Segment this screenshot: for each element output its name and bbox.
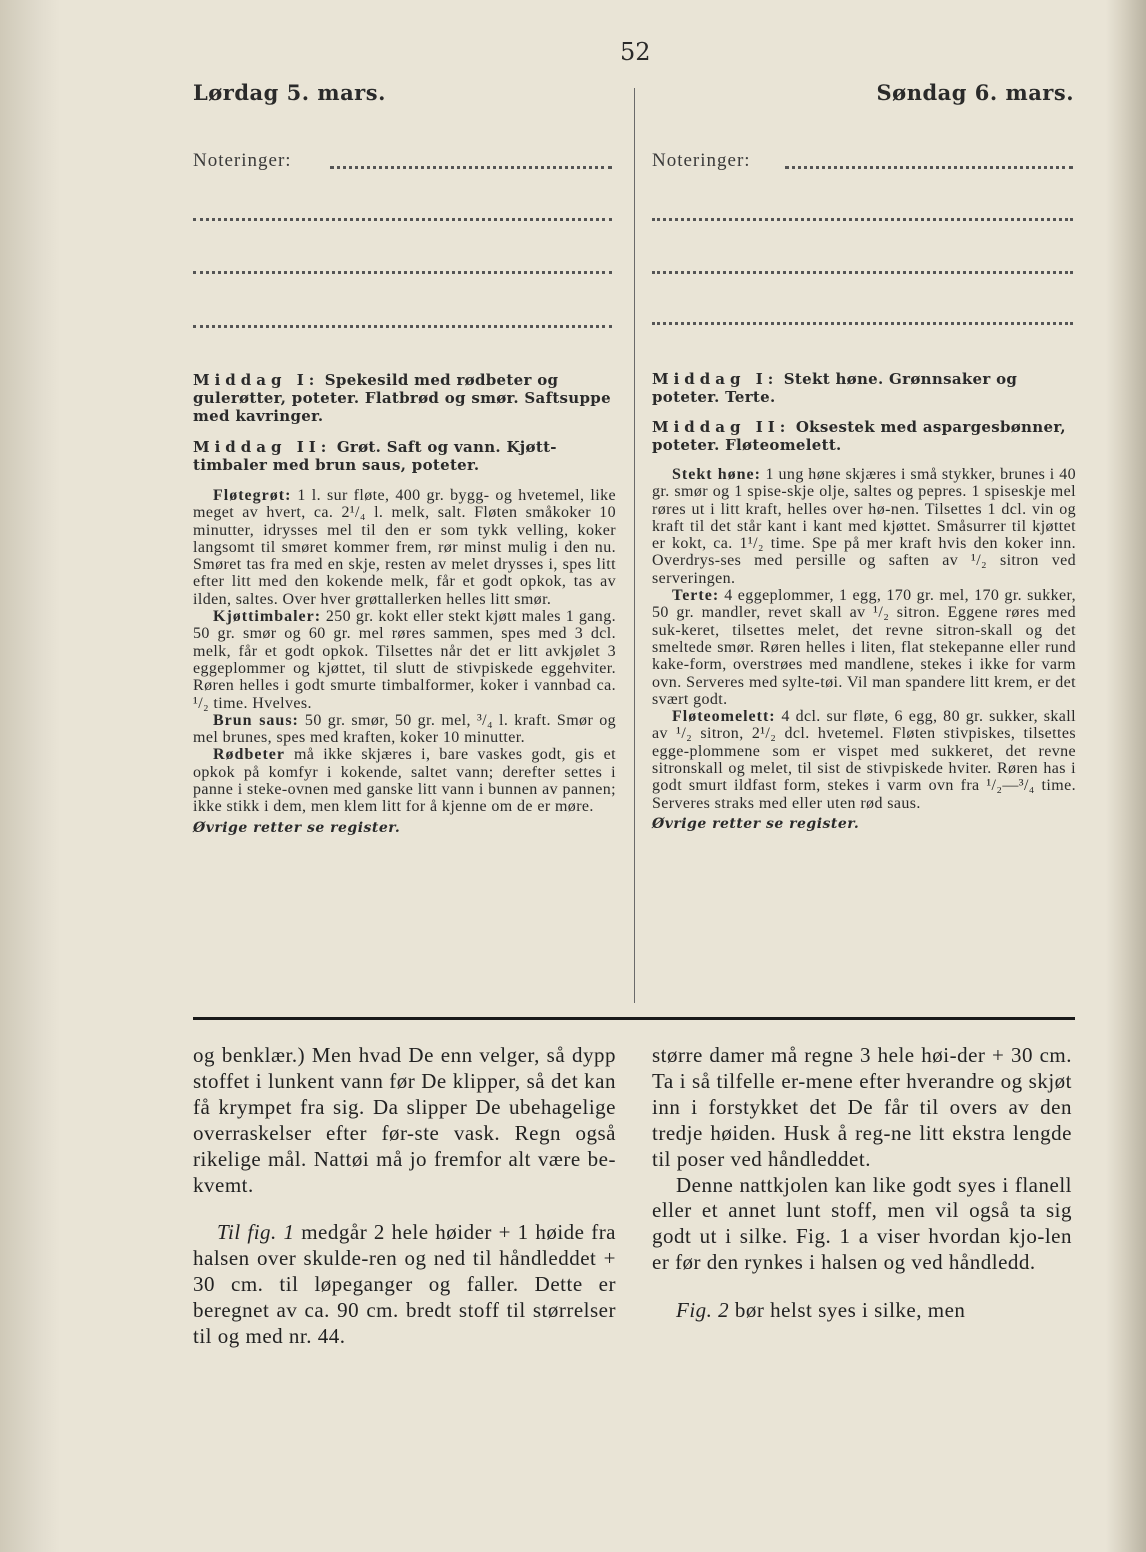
notes-dotline <box>193 271 612 274</box>
section-separator-rule <box>193 1017 1075 1020</box>
article-paragraph: større damer må regne 3 hele høi-der + 30 cm. Ta i så tilfelle er-mene efter hverandre og skjøt inn i forstykket det De får til overs av den tredje høiden. Husk å reg-ne litt ekstra lengde til poser ved håndleddet. <box>652 1043 1072 1171</box>
article-paragraph: Denne nattkjolen kan like godt syes i flanell eller et annet lunt stoff, men vil også ta sig godt ut i silke. Fig. 1 a viser hvordan kjo-len er før den rynkes i halsen og ved håndledd. <box>652 1172 1072 1275</box>
article-paragraph: Til fig. 1 medgår 2 hele høider + 1 høide fra halsen over skulde-ren og ned til håndleddet + 30 cm. til løpeganger og faller. Dette er beregnet av ca. 90 cm. bredt stoff til størrelser til og med nr. 44. <box>193 1220 617 1349</box>
menu-label: Middag II: <box>193 438 332 456</box>
recipe-brun-saus: Brun saus: 50 gr. smør, 50 gr. mel, ³/₄ l. kraft. Smør og mel brunes, spes med kraften, koker 10 minutter. <box>193 711 617 747</box>
menu-label: Middag II: <box>652 418 791 436</box>
other-dishes-note: Øvrige retter se register. <box>652 815 860 832</box>
recipe-floeteomelett: Fløteomelett: 4 dcl. sur fløte, 6 egg, 80 gr. sukker, skall av ¹/₂ sitron, 2¹/₂ dcl. hvetemel. Fløten stivpiskes, tilsettes egge-plommene som er vispet med sukkeret, det revne sitronskall og melet, til sist de stivpiskede hviter. Røren has i godt smurt ildfast form, stekes i varm ovn fra ¹/₂—³/₄ time. Serveres straks med eller uten rød saus. <box>652 708 1076 812</box>
recipe-roedbeter: Rødbeter må ikke skjæres i, bare vaskes godt, gis et opkok på komfyr i kokende, saltet vann; derefter settes i panne i steke-ovnen med ganske litt vann i bunnen av pannen; ikke stikk i dem, men klem litt for å kjenne om de er møre. <box>193 746 616 816</box>
notes-label-right: Noteringer: <box>652 150 751 171</box>
column-divider <box>634 88 635 1003</box>
notes-label-left: Noteringer: <box>193 150 292 171</box>
recipe-terte: Terte: 4 eggeplommer, 1 egg, 170 gr. mel, 170 gr. sukker, 50 gr. mandler, revet skall av ¹/₂ sitron. Eggene røres med suk-keret, tilsettes melet, det revne sitron-skall og det smeltede smør. Røren helles i liten, flat stekepanne eller rund kake-form, overstrøes med mandlene, stekes i ikke for varm ovn. Serveres med sylte-tøi. Vil man spandere litt krem, er det svært godt. <box>652 587 1076 708</box>
menu-label: Middag I: <box>652 370 779 388</box>
notes-dotline <box>652 271 1073 274</box>
day-title-sunday: Søndag 6. mars. <box>876 80 1074 105</box>
recipe-floetegroet: Fløtegrøt: 1 l. sur fløte, 400 gr. bygg- og hvetemel, like meget av hvert, ca. 2¹/₄ l. melk, salt. Fløten småkoker 10 minutter, idrysses mel til den er som tykk velling, koker langsomt til smøret kommer frem, rør minst mulig i den nu. Smøret tas fra med en skje, resten av melet drysses i, spes litt efter litt med den kokende melk, får et godt opkok, tas av ilden, saltes. Over hver grøttallerken helles litt smør. <box>193 487 616 608</box>
notes-dotline <box>785 166 1073 169</box>
menu-dinner-1-right <box>652 370 1076 406</box>
menu-text: Spekesild med rødbeter og gulerøtter, poteter. Flatbrød og smør. Saftsuppe med kavringer. <box>193 371 611 425</box>
recipe-kjoettimbaler: Kjøttimbaler: 250 gr. kokt eller stekt kjøtt males 1 gang. 50 gr. smør og 60 gr. mel røres sammen, spes med 3 dcl. melk, får et godt opkok. Tilsettes når det er litt avkjølet 3 eggeplommer og kjøttet, til slutt de stivpiskede eggehviter. Røren helles i godt smurte timbalformer, koker i vannbad ca. ¹/₂ time. Hvelves. <box>193 608 616 712</box>
page-number: 52 <box>620 38 651 66</box>
other-dishes-note: Øvrige retter se register. <box>193 819 401 836</box>
menu-text: Stekt høne. Grønnsaker og poteter. Terte. <box>652 370 1018 406</box>
page-binding-shadow <box>0 0 60 1552</box>
day-title-saturday: Lørdag 5. mars. <box>193 80 386 105</box>
menu-text: Oksestek med aspargesbønner, poteter. Fløteomelett. <box>652 418 1066 454</box>
article-left-column <box>193 1043 616 1350</box>
notes-dotline <box>193 325 612 328</box>
recipes-right <box>652 466 1076 833</box>
menu-text: Grøt. Saft og vann. Kjøtt-timbaler med brun saus, poteter. <box>193 438 557 474</box>
menu-label: Middag I: <box>193 371 320 389</box>
notes-dotline <box>330 166 612 169</box>
menu-dinner-2-right <box>652 418 1076 454</box>
menu-dinner-1-left <box>193 371 616 425</box>
notes-dotline <box>193 218 612 221</box>
page-edge-shadow <box>1106 0 1146 1552</box>
recipes-left <box>193 487 616 837</box>
notes-dotline <box>652 322 1073 325</box>
recipe-stekt-hoene: Stekt høne: 1 ung høne skjæres i små stykker, brunes i 40 gr. smør og 1 spise-skje olje, saltes og pepres. 1 spiseskje mel røres ut i litt kraft, helles over hø-nen. Tilsettes 1 dcl. vin og kraft til det står kant i kant med kjøttet. Småsurrer til kjøttet er kokt, ca. 1¹/₂ time. Spe på mer kraft hvis den koker inn. Overdrys-ses med persille og saften av ¹/₂ sitron ved serveringen. <box>652 466 1076 587</box>
article-right-column <box>652 1043 1072 1324</box>
article-paragraph: Fig. 2 bør helst syes i silke, men <box>676 1298 966 1323</box>
notes-dotline <box>652 218 1073 221</box>
menu-dinner-2-left <box>193 438 616 474</box>
article-paragraph: og benklær.) Men hvad De enn velger, så dypp stoffet i lunkent vann før De klipper, så det kan få krympet fra sig. Da slipper De ubehagelige overraskelser efter før-ste vask. Regn også rikelige mål. Nattøi må jo fremfor alt være be-kvemt. <box>193 1043 616 1197</box>
